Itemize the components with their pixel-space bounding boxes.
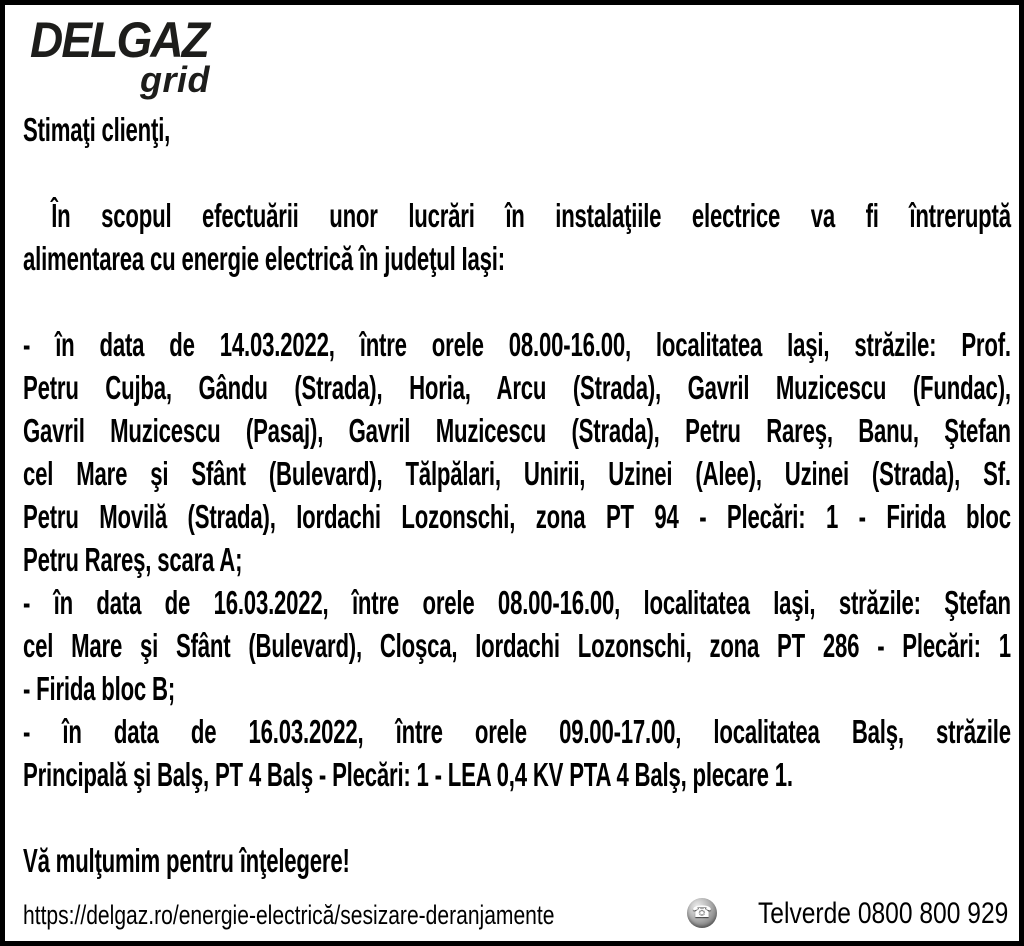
paragraph-thanks [23,839,1011,882]
text-line: Petru Rareş, scara A; [23,541,243,578]
footer-url-link[interactable]: https://delgaz.ro/energie-electrică/sesizare-deranjamente [23,900,555,930]
text-line: cel Mare şi Sfânt (Bulevard), Tălpălari, Unirii, Uzinei (Alee), Uzinei (Strada), Sf. [23,455,1011,492]
text-line: Petru Movilă (Strada), Iordachi Lozonschi, zona PT 94 - Plecări: 1 - Firida bloc [23,498,1011,535]
delgaz-logo [30,12,230,100]
text-line: - în data de 14.03.2022, între orele 08.00-16.00, localitatea Iaşi, străzile: Prof. [23,326,1011,363]
text-line: Petru Cujba, Gându (Strada), Horia, Arcu (Strada), Gavril Muzicescu (Fundac), [23,369,1011,406]
text-line: Vă mulţumim pentru înţelegere! [23,842,350,879]
paragraph-salutation [23,108,1011,151]
paragraph-outage-2 [23,581,1011,710]
text-line: - în data de 16.03.2022, între orele 08.00-16.00, localitatea Iaşi, străzile: Ştefan [23,584,1011,621]
text-line: În scopul efectuării unor lucrări în instalaţiile electrice va fi întreruptă [51,197,1011,234]
notice-body [23,108,1011,882]
logo-primary-text: DELGAZ [30,12,209,68]
telverde-number: Telverde 0800 800 929 [758,897,1009,930]
text-line: Stimaţi clienţi, [23,111,171,148]
text-line: Principală şi Balş, PT 4 Balş - Plecări: 1 - LEA 0,4 KV PTA 4 Balş, plecare 1. [23,756,793,793]
paragraph-intro [23,194,1011,280]
text-line: alimentarea cu energie electrică în judeţul Iaşi: [23,240,505,277]
text-line: - Firida bloc B; [23,670,176,707]
phone-icon-glyph: ☎ [692,904,712,921]
paragraph-outage-3 [23,710,1011,796]
logo-secondary-text: grid [140,59,210,100]
text-line: cel Mare şi Sfânt (Bulevard), Cloşca, Iordachi Lozonschi, zona PT 286 - Plecări: 1 [23,627,1011,664]
text-line: Gavril Muzicescu (Pasaj), Gavril Muzicescu (Strada), Petru Rareş, Banu, Ştefan [23,412,1011,449]
phone-icon [687,898,717,928]
paragraph-outage-1 [23,323,1011,581]
footer [23,893,1011,935]
text-line: - în data de 16.03.2022, între orele 09.00-17.00, localitatea Balş, străzile [23,713,1011,750]
